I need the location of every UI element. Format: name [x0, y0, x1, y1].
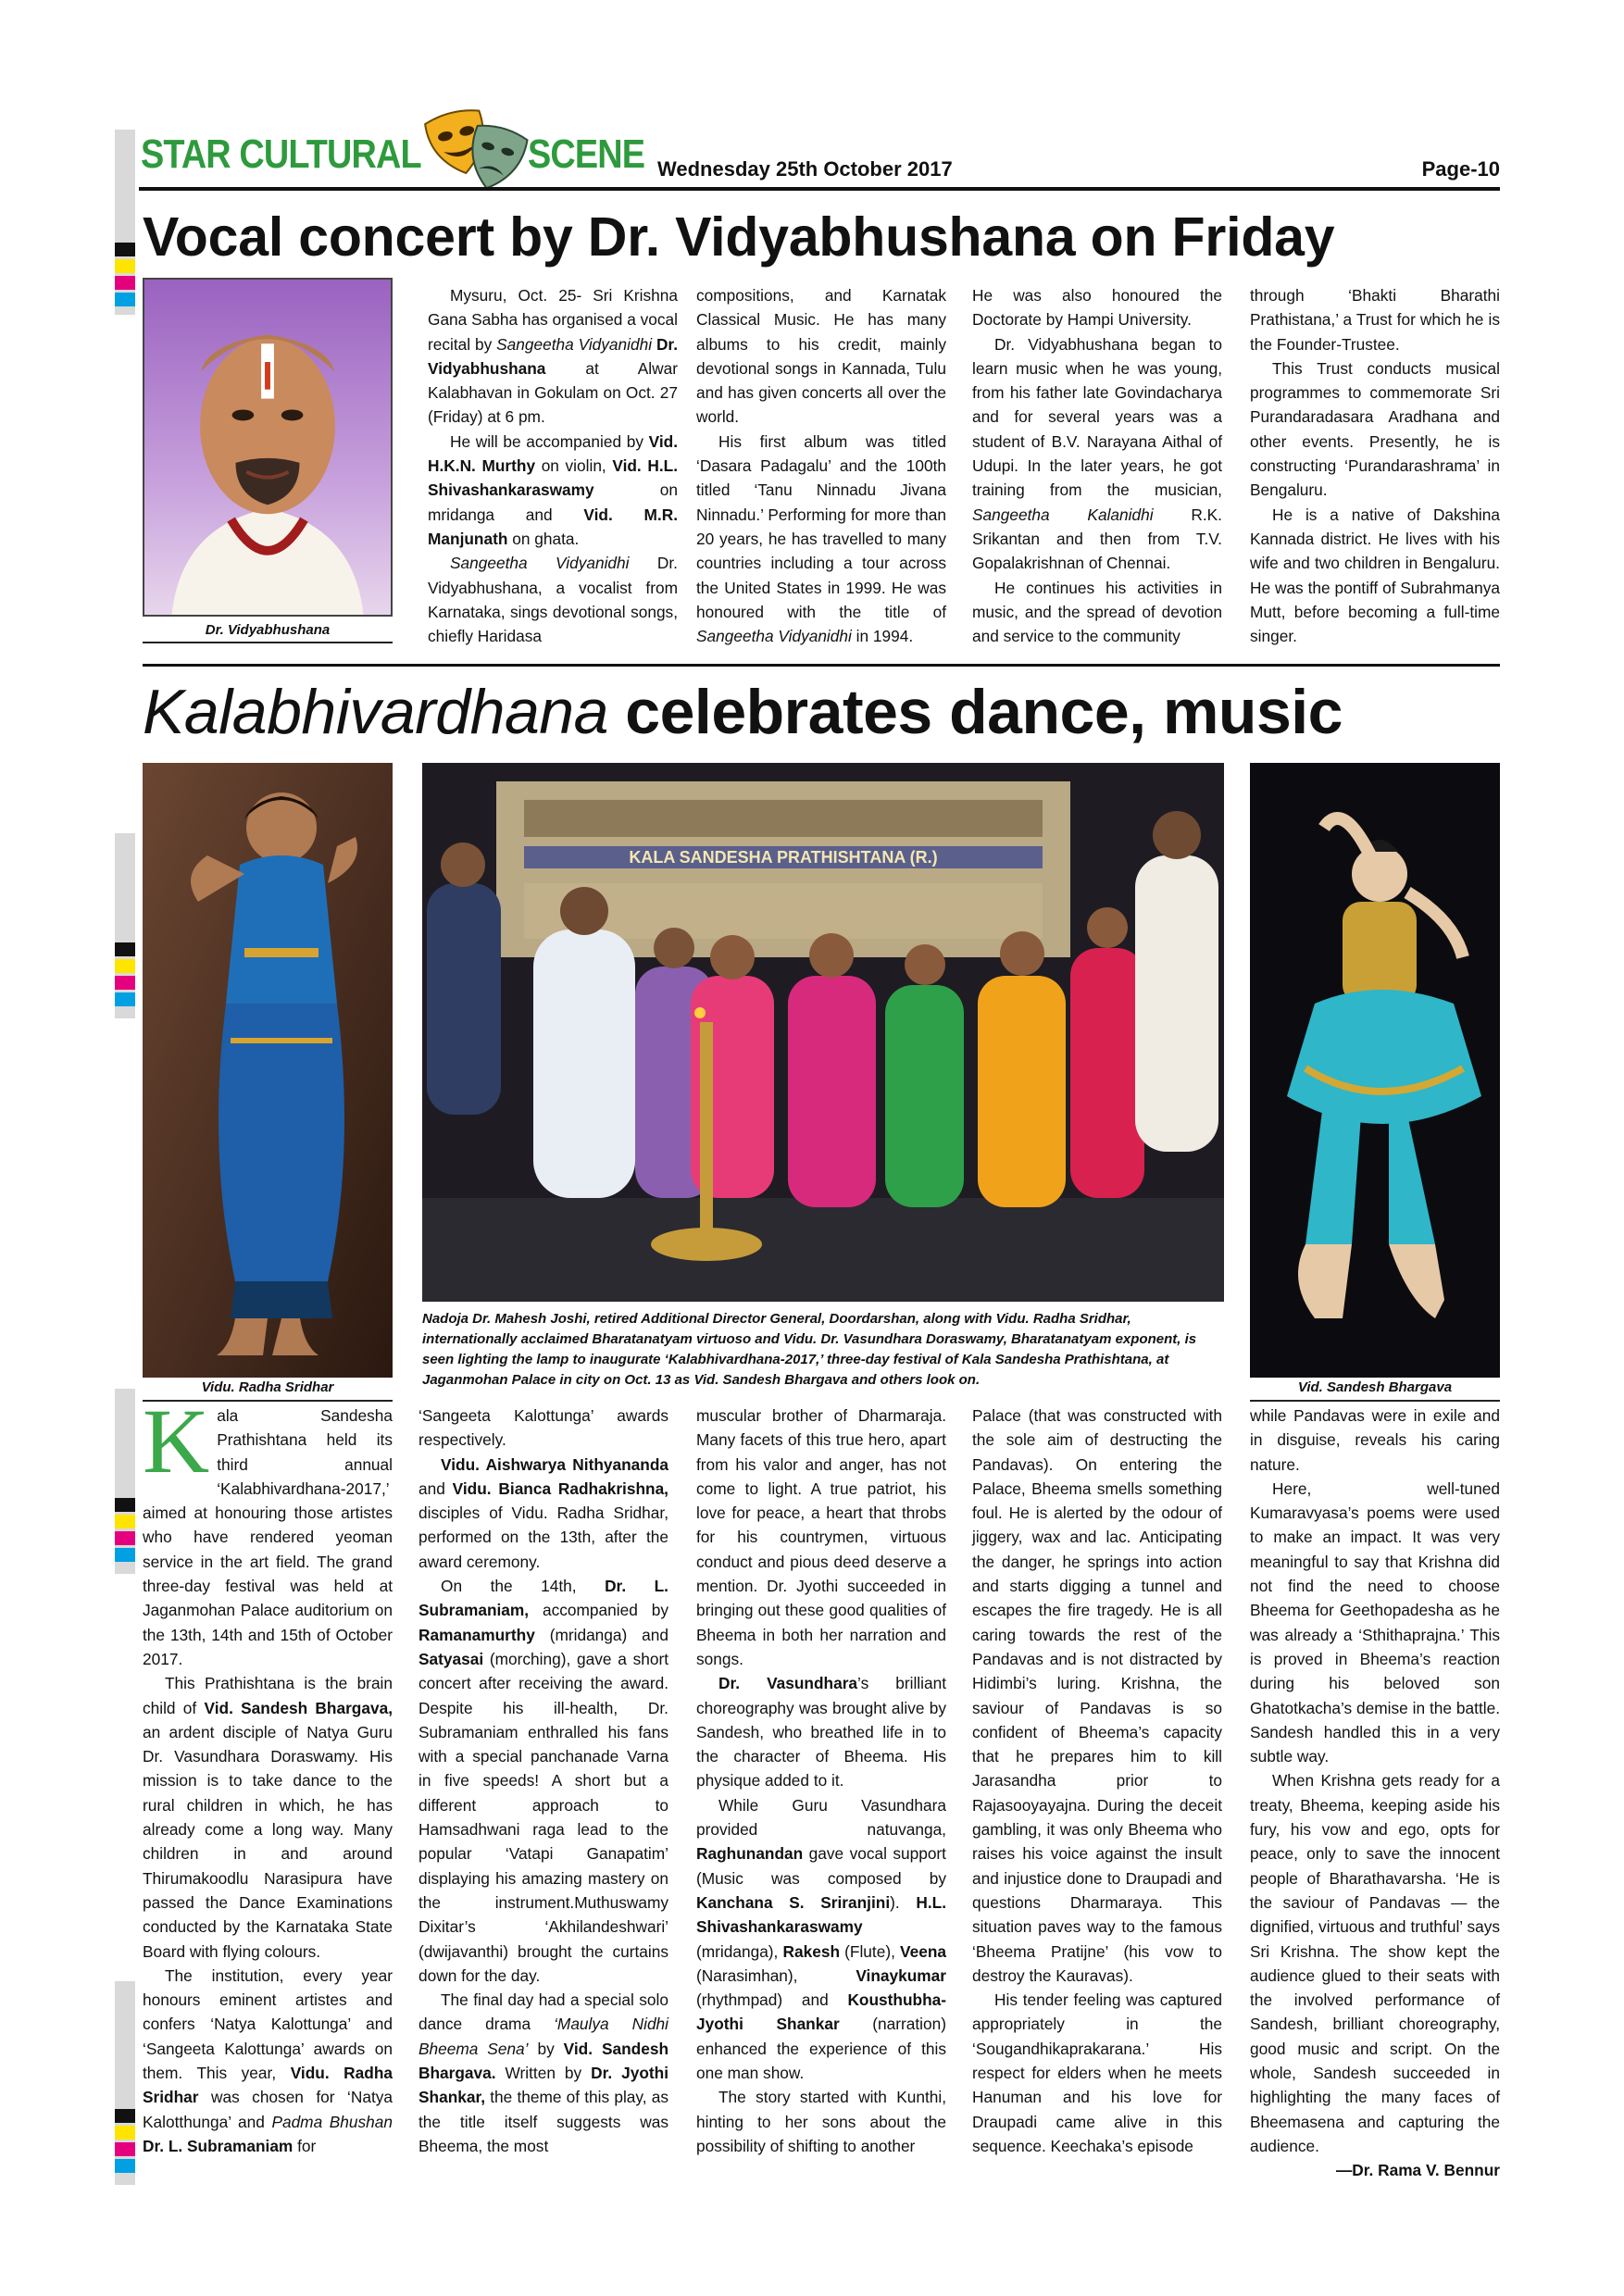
article1-column-1	[428, 283, 678, 654]
paragraph	[143, 1671, 393, 1964]
paragraph: Here, well-tuned Kumaravyasa’s poems were used to make an impact. It was very meaningful to say that Krishna did not find the need to choose Bheema for Geethopadesha as he was already a ‘Sthithaprajna.’ This is proved in Bheema’s reaction during his beloved son Ghatotkacha’s demise in the battle. Sandesh handled this in a very subtle way.	[1250, 1479, 1500, 1766]
caption-sandesh-bhargava: Vid. Sandesh Bhargava	[1250, 1379, 1500, 1402]
paragraph	[696, 1671, 946, 1792]
registration-mark-yellow	[115, 259, 135, 273]
text-run: (narration) enhanced the experience of this one man show.	[696, 2015, 946, 2083]
title-honorific: Sangeetha Vidyanidhi	[450, 554, 630, 573]
article1-column-4	[1250, 283, 1500, 654]
paragraph: while Pandavas were in exile and in disguise, reveals his caring nature.	[1250, 1406, 1500, 1474]
paragraph	[428, 551, 678, 648]
paragraph: Palace (that was constructed with the sole aim of destructing the Pandavas). On entering the Palace, Bheema smells something foul. He is alerted by the odour of jiggery, wax and lac. Anticipating the danger, he springs into action and starts digging a tunnel and escapes the fire tragedy. He is all caring towards the rest of the Pandavas and is not distracted by Hidimbi’s luring. Krishna, the saviour of Pandavas is so confident of Bheema’s capacity that he prepares him to kill Jarasandha prior to Rajasooyayajna. During the deceit gambling, it was only Bheema who raises his voice against the insult and injustice done to Draupadi and questions Dharmaraya. This situation paves way to the famous ‘Bheema Pratijne’ (his vow to destroy the Kauravas).	[972, 1406, 1222, 1985]
paragraph	[143, 1390, 393, 1671]
paragraph	[418, 1453, 668, 1574]
paragraph: His tender feeling was captured appropriately in the ‘Sougandhikaprakarana.’ His respect for elders when he meets Hanuman and his love for Draupadi came alive in this sequence. Keechaka’s episode	[972, 1990, 1222, 2155]
paragraph: This Trust conducts musical programmes to commemorate Sri Purandaradasara Aradhana and other events. Presently, he is constructing ‘Purandarashrama’ in Bengaluru.	[1250, 358, 1500, 500]
text-run: (mridanga) and	[534, 1625, 668, 1644]
registration-mark-cyan	[115, 992, 135, 1006]
registration-mark-black	[115, 1498, 135, 1512]
artist-name: Rakesh	[782, 1941, 840, 1961]
registration-mark-magenta	[115, 1531, 135, 1545]
paragraph	[143, 1964, 393, 2158]
text-run: on violin,	[535, 456, 613, 476]
artist-name: Satyasai	[418, 1649, 484, 1668]
paragraph: muscular brother of Dharmaraja. Many facets of this true hero, apart from his valor and anger, has not come to light. A true patriot, his love for peace, a heart that throbs for his countrymen, virtuous conduct and pious deed deserve a mention. Dr. Jyothi succeeded in bringing out these good qualities of Bheema in both her narration and songs.	[696, 1406, 946, 1668]
text-run: on mridanga and	[428, 480, 678, 524]
portrait-caption: Dr. Vidyabhushana	[143, 622, 393, 643]
text-run: Dr. Vidyabhushana, a vocalist from Karnataka, sings devotional songs, chiefly Haridasa	[428, 554, 678, 646]
text-run: (Flute),	[840, 1941, 901, 1961]
text-run: by	[528, 2039, 564, 2058]
author-byline: —Dr. Rama V. Bennur	[1335, 2161, 1500, 2180]
text-run: ala Sandesha Prathishtana held its third annual ‘Kalabhivardhana-2017,’ aimed at honouring those artistes who have rendered yeoman service in the art field. The grand three-day festival was held at Jaganmohan Palace auditorium on the 13th, 14th and 15th of October 2017.	[143, 1406, 393, 1668]
headline-bold: celebrates dance, music	[607, 677, 1343, 747]
artist-name: Vid. H.L. Shivashankaraswamy	[428, 456, 678, 500]
text-run: on ghata.	[507, 529, 580, 548]
artist-name: Dr. Jyothi Shankar,	[418, 2064, 669, 2107]
article1-column-2	[696, 283, 946, 654]
stage-banner-text: KALA SANDESHA PRATHISHTANA (R.)	[629, 848, 938, 867]
artist-name: Raghunandan	[696, 1844, 804, 1864]
paragraph	[696, 1793, 946, 2086]
text-run: (mridanga),	[696, 1941, 783, 1961]
masthead-rule	[139, 187, 1500, 191]
registration-mark-cyan	[115, 1548, 135, 1562]
artist-name: Veena	[900, 1941, 946, 1961]
artist-name: Vidu. Bianca Radhakrishna,	[452, 1479, 668, 1498]
drop-cap: K	[143, 1390, 210, 1492]
paragraph: He was also honoured the Doctorate by Hampi University.	[972, 286, 1222, 330]
artist-name: H.L. Shivashankaraswamy	[696, 1892, 946, 1937]
text-run: an ardent disciple of Natya Guru Dr. Vasundhara Doraswamy. His mission is to take dance to the rural children in which, he has already come a long way. Many children in and around Thirumakoodlu Narasipura have passed the Dance Examinations conducted by the Karnataka State Board with flying colours.	[143, 1722, 393, 1961]
text-run: This Prathishtana is the brain child of	[143, 1674, 393, 1717]
article2-column-1	[143, 1390, 393, 2190]
text-run: gave vocal support (Music was composed by	[696, 1844, 946, 1888]
artist-name: Vid. Sandesh Bhargava.	[418, 2039, 668, 2083]
drama-title: ‘Maulya Nidhi Bheema Sena’	[418, 2015, 669, 2058]
paragraph	[428, 430, 678, 551]
text-run: accompanied by	[529, 1601, 668, 1620]
article2-column-2	[418, 1404, 668, 2190]
text-run: While Guru Vasundhara provided natuvanga,	[696, 1795, 946, 1840]
text-run: The institution, every year honours eminent artistes and confers ‘Natya Kalottunga’ and ‘Sangeeta Kalottunga’ awards on them. This year,	[143, 1965, 393, 2083]
text-run: On the 14th,	[441, 1577, 606, 1596]
caption-radha-sridhar: Vidu. Radha Sridhar	[143, 1379, 393, 1402]
article1-column-3	[972, 283, 1222, 654]
article2-column-5	[1250, 1404, 1500, 2190]
photo-sandesh-bhargava	[1250, 763, 1500, 1378]
text-run: (Narasimhan),	[696, 1965, 856, 1985]
artist-name: Dr. Vasundhara	[718, 1674, 858, 1693]
artist-name: Vid. M.R. Manjunath	[428, 505, 678, 548]
text-run: He will be accompanied by	[450, 431, 649, 451]
text-run: for	[293, 2136, 317, 2155]
artist-name: Kousthubha-Jyothi Shankar	[696, 1990, 946, 2034]
paragraph: He is a native of Dakshina Kannada district. He lives with his wife and two children in Bengaluru. He was the pontiff of Subrahmanya Mutt, before becoming a full-time singer.	[1250, 505, 1500, 646]
registration-mark-yellow	[115, 2126, 135, 2140]
artist-name: Vidu. Aishwarya Nithyananda	[441, 1454, 668, 1474]
registration-mark-black	[115, 243, 135, 256]
registration-mark-magenta	[115, 976, 135, 990]
title-honorific: Sangeetha Kalanidhi	[972, 505, 1154, 524]
article1-headline: Vocal concert by Dr. Vidyabhushana on Friday	[143, 206, 1335, 268]
registration-strip-middle	[115, 833, 135, 1018]
title-honorific: Sangeetha Vidyanidhi	[496, 334, 653, 354]
artist-name: Dr. L. Subramaniam	[143, 2136, 294, 2155]
text-run: R.K. Srikantan and then from T.V. Gopalakrishnan of Chennai.	[972, 505, 1222, 573]
caption-lamp-lighting: Nadoja Dr. Mahesh Joshi, retired Additional Director General, Doordarshan, along with Vidu. Radha Sridhar, internationally acclaimed Bharatanatyam virtuoso and Vidu. Dr. Vasundhara Doraswamy, Bharatanatyam exponent, is seen lighting the lamp to inaugurate ‘Kalabhivardhana-2017,’ three-day festival of Kala Sandesha Prathishtana, at Jaganmohan Palace in city on Oct. 13 as Vid. Sandesh Bhargava and others look on.	[422, 1311, 1197, 1388]
brand-name-left: STAR CULTURAL	[141, 131, 421, 177]
artist-name: Vinaykumar	[856, 1965, 946, 1985]
text-run: (morching), gave a short concert after receiving the award. Despite his ill-health, Dr. Subramaniam enthralled his fans with a special panchanade Varna in five speeds! A short but a different approach to Hamsadhwani raga lead to the popular ‘Vatapi Ganapatim’ displaying his amazing mastery on the instrument.Muthuswamy Dixitar’s ‘Akhilandeshwari’ (dwijavanthi) brought the curtains down for the day.	[418, 1649, 668, 1985]
text-run: was chosen for ‘Natya Kalotthunga’ and	[143, 2088, 393, 2131]
paragraph	[696, 430, 946, 649]
paragraph	[418, 1574, 668, 1988]
text-run: at Alwar Kalabhavan in Gokulam on Oct. 27 (Friday) at 6 pm.	[428, 358, 678, 427]
text-run: the theme of this play, as the title itself suggests was Bheema, the most	[418, 2088, 668, 2155]
artist-name: Kanchana S. Sriranjini	[696, 1892, 891, 1912]
text-run: ’s brilliant choreography was brought alive by Sandesh, who breathed life in to the character of Bheema. His physique added to it.	[696, 1674, 946, 1791]
text-run: and	[418, 1479, 453, 1498]
portrait-photo-vidyabhushana	[143, 278, 393, 617]
paragraph: The story started with Kunthi, hinting to her sons about the possibility of shifting to another	[696, 2088, 946, 2155]
text-run: His first album was titled ‘Dasara Padagalu’ and the 100th titled ‘Tanu Ninnadu Jivana Ninnadu.’ Performing for more than 20 years, he has travelled to many countries including a tour across the United States in 1999. He was honoured with the title of	[696, 431, 946, 621]
text-run: Dr. Vidyabhushana began to learn music when he was young, from his father late Govindacharya and for several years was a student of B.V. Narayana Aithal of Udupi. In the later years, he got training from the musician,	[972, 334, 1222, 500]
headline-italic: Kalabhivardhana	[143, 677, 608, 747]
text-run: ).	[890, 1892, 917, 1912]
artist-name: Vid. Sandesh Bhargava,	[204, 1698, 393, 1717]
artist-name: Vidu. Radha Sridhar	[143, 2064, 393, 2107]
page-number: Page-10	[1421, 157, 1500, 181]
article2-column-3	[696, 1404, 946, 2190]
text-run: in 1994.	[851, 627, 914, 646]
paragraph: through ‘Bhakti Bharathi Prathistana,’ a Trust for which he is the Founder-Trustee.	[1250, 286, 1500, 354]
artist-name: Vid. H.K.N. Murthy	[428, 431, 678, 476]
registration-mark-magenta	[115, 2142, 135, 2156]
theatre-masks-icon	[421, 106, 529, 194]
title-honorific: Padma Bhushan	[271, 2112, 393, 2131]
registration-mark-yellow	[115, 1515, 135, 1529]
paragraph	[418, 1988, 668, 2158]
registration-mark-cyan	[115, 2159, 135, 2173]
registration-mark-magenta	[115, 276, 135, 290]
artist-name: Ramanamurthy	[418, 1625, 535, 1644]
artist-name: Dr. Vidyabhushana	[428, 334, 678, 378]
paragraph: He continues his activities in music, and the spread of devotion and service to the community	[972, 578, 1222, 646]
paragraph	[428, 283, 678, 430]
artist-name: Dr. L. Subramaniam,	[418, 1577, 668, 1620]
article2-column-4	[972, 1404, 1222, 2190]
section-divider	[143, 664, 1500, 667]
registration-mark-yellow	[115, 959, 135, 973]
text-run: Mysuru, Oct. 25- Sri Krishna Gana Sabha has organised a vocal recital by	[428, 286, 678, 354]
paragraph: ‘Sangeeta Kalottunga’ awards respectively.	[418, 1406, 668, 1450]
registration-mark-black	[115, 2109, 135, 2123]
paragraph: compositions, and Karnatak Classical Music. He has many albums to his credit, mainly devotional songs in Kannada, Tulu and has given concerts all over the world.	[696, 286, 946, 427]
paragraph: When Krishna gets ready for a treaty, Bheema, keeping aside his fury, his vow and ego, opts for peace, only to save the innocent people of Bharathavarsha. ‘He is the saviour of Pandavas — the dignified, virtuous and truthful’ says Sri Krishna. The show kept the audience glued to their seats with the involved performance of Sandesh, brilliant choreography, good music and script. On the whole, Sandesh succeeded in highlighting the many faces of Bheemasena and capturing the audience.	[1250, 1771, 1500, 2155]
text-run: The final day had a special solo dance drama	[418, 1990, 668, 2034]
registration-mark-cyan	[115, 293, 135, 306]
issue-date: Wednesday 25th October 2017	[657, 157, 953, 181]
masthead	[139, 119, 1500, 191]
text-run: Written by	[495, 2064, 592, 2083]
text-run: disciples of Vidu. Radha Sridhar, performed on the 13th, after the award ceremony.	[418, 1504, 668, 1571]
article2-headline	[143, 676, 1504, 748]
registration-strip-lower	[115, 1389, 135, 1574]
paragraph	[972, 332, 1222, 576]
title-honorific: Sangeetha Vidyanidhi	[696, 627, 852, 646]
photo-lamp-lighting	[422, 763, 1224, 1302]
registration-mark-black	[115, 942, 135, 956]
brand-name-right: SCENE	[528, 131, 645, 177]
text-run: (rhythmpad) and	[696, 1990, 848, 2010]
photo-radha-sridhar	[143, 763, 393, 1378]
